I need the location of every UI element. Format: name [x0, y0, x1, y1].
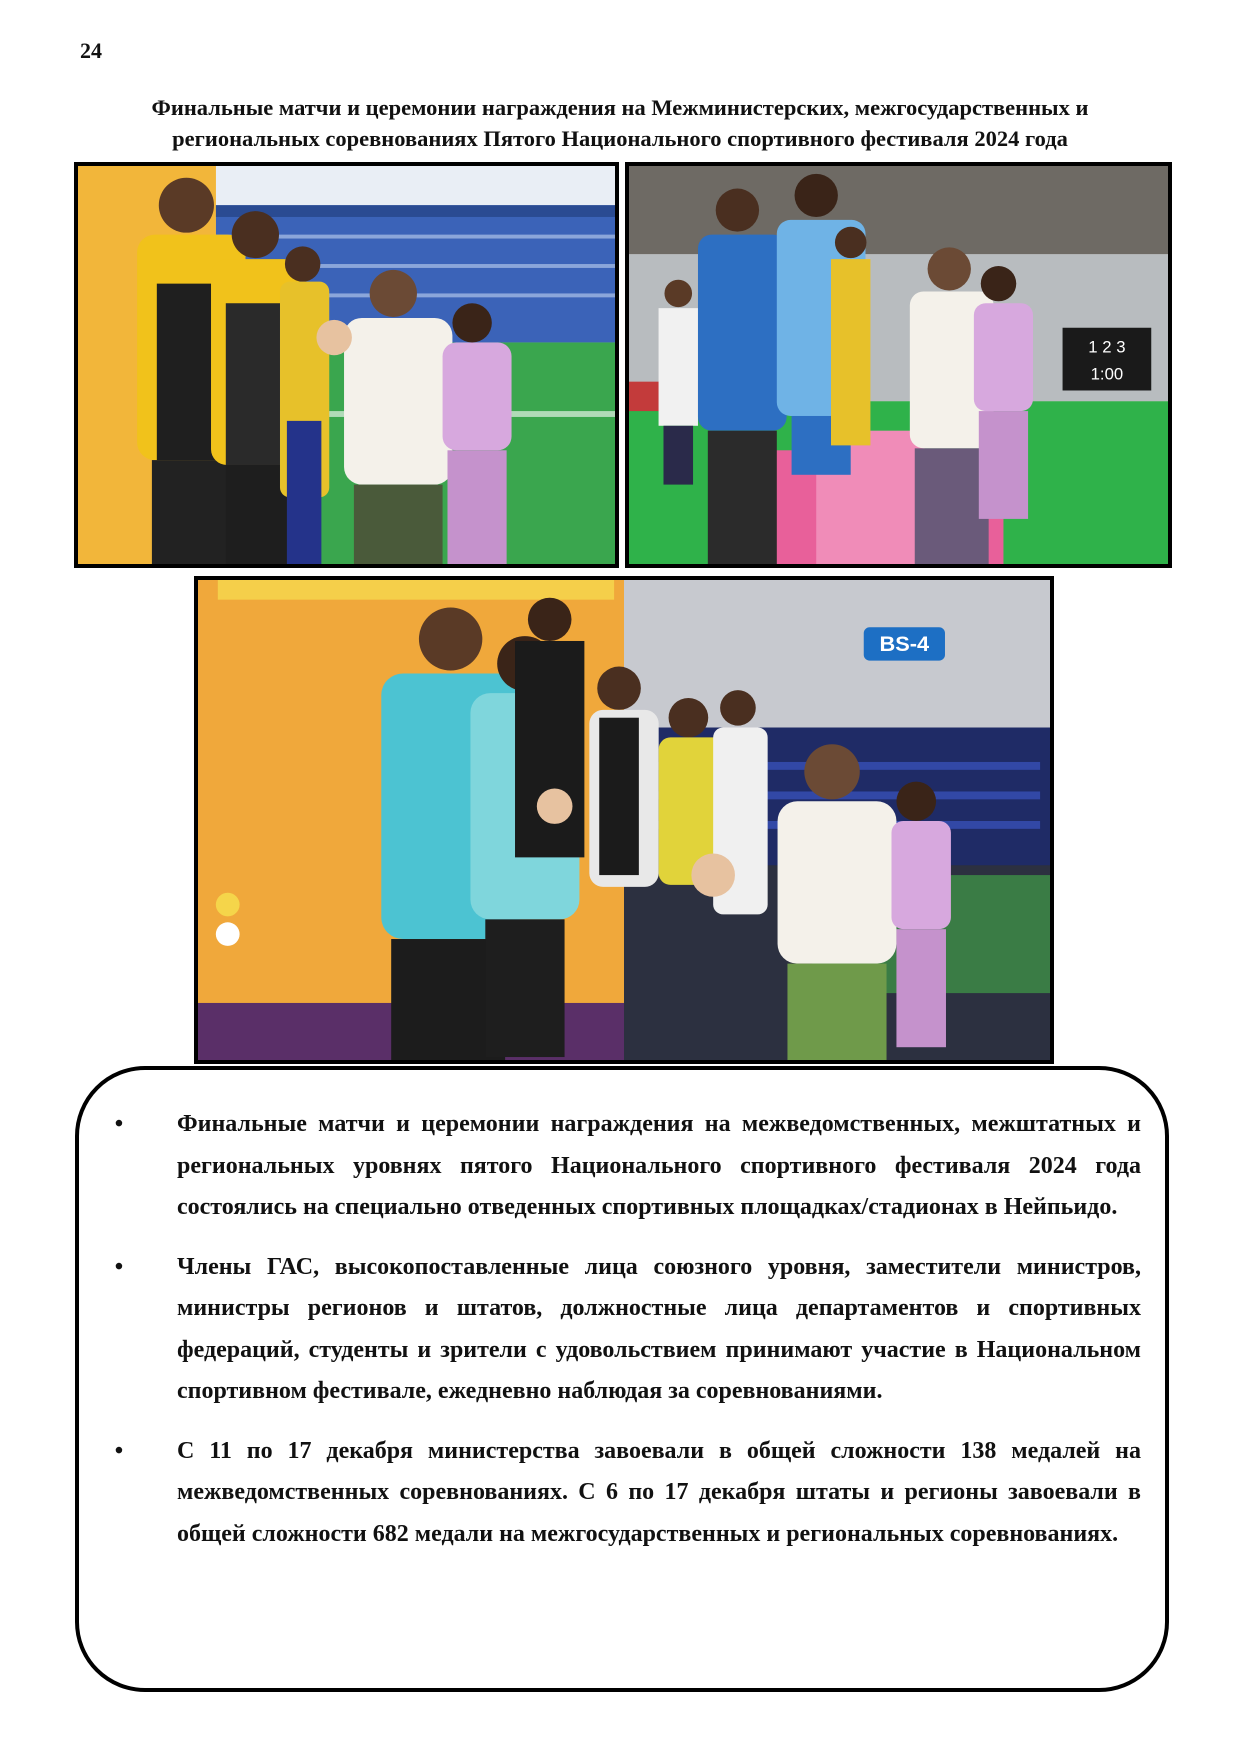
bullet-mark: • — [114, 1437, 124, 1464]
summary-list — [109, 1104, 1141, 1573]
photo-indoor-ceremony — [625, 162, 1172, 568]
scoreboard-time: 1:00 — [1090, 364, 1124, 384]
page-title — [70, 92, 1170, 154]
page-title-line-2: региональных соревнованиях Пятого Национального спортивного фестиваля 2024 года — [172, 126, 1068, 151]
photo-billiards-ceremony-image — [198, 580, 1050, 1060]
summary-item-text: Финальные матчи и церемонии награждения на межведомственных, межштатных и региональных уровнях пятого Национального спортивного фестиваля 2024 года состоялись на специально отведенных спортивных площадках/стадионах в Нейпьидо. — [177, 1111, 1141, 1220]
summary-item-text: Члены ГАС, высокопоставленные лица союзного уровня, заместители министров, министры регионов и штатов, должностные лица департаментов и спортивных федераций, студенты и зрители с удовольствием принимают участие в Национальном спортивном фестивале, ежедневно наблюдая за соревнованиями. — [177, 1253, 1141, 1404]
bs4-sign: BS-4 — [879, 630, 930, 656]
photo-billiards-ceremony — [194, 576, 1054, 1064]
page-number: 24 — [80, 38, 102, 63]
photo-indoor-ceremony-image — [629, 166, 1168, 564]
summary-item — [109, 1247, 1141, 1413]
summary-item — [109, 1431, 1141, 1556]
photo-stadium-ceremony-image — [78, 166, 615, 564]
bullet-mark: • — [114, 1111, 124, 1137]
summary-item-text: С 11 по 17 декабря министерства завоевали в общей сложности 138 медалей на межведомственных соревнованиях. С 6 по 17 декабря штаты и регионы завоевали в общей сложности 682 медали на межгосударственных и региональных соревнованиях. — [177, 1437, 1141, 1547]
scoreboard-top: 1 2 3 — [1088, 337, 1126, 357]
summary-box — [75, 1066, 1169, 1692]
photo-stadium-ceremony — [74, 162, 619, 568]
summary-item — [109, 1104, 1141, 1229]
bullet-mark: • — [114, 1253, 124, 1280]
page-title-line-1: Финальные матчи и церемонии награждения на Межминистерских, межгосударственных и — [151, 95, 1089, 120]
